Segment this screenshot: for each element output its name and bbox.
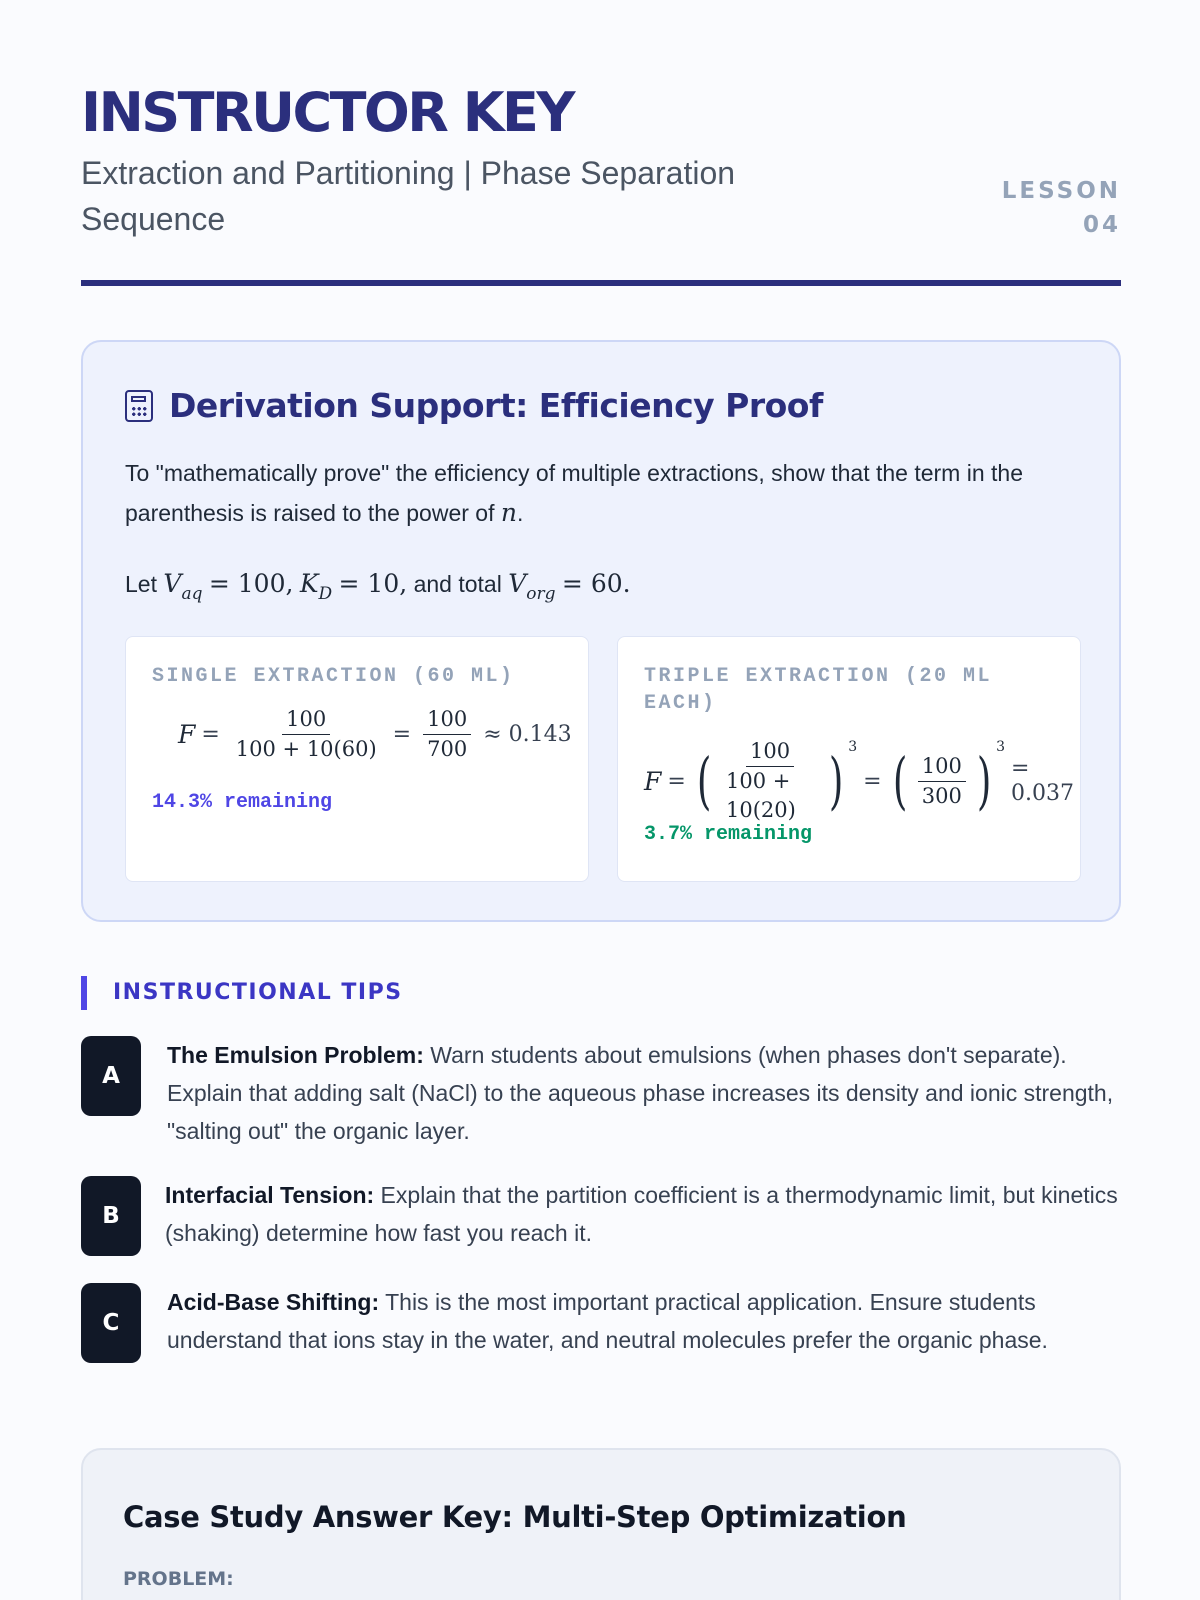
org-value: = 60. — [561, 569, 631, 598]
intro-end: . — [516, 500, 524, 526]
numerator: 100 — [282, 705, 330, 735]
let-middle: and total — [407, 571, 509, 597]
page-header — [81, 81, 1121, 238]
single-extraction-box — [125, 636, 589, 882]
org-subscript: org — [526, 584, 556, 604]
numerator: 100 — [423, 705, 471, 735]
tip-item — [81, 1283, 1121, 1401]
derivation-title: Derivation Support: Efficiency Proof — [169, 386, 823, 425]
page-title: INSTRUCTOR KEY — [81, 81, 574, 144]
calculator-icon — [125, 390, 153, 422]
triple-extraction-label: TRIPLE EXTRACTION (20 ML EACH) — [644, 665, 993, 715]
fraction — [232, 705, 381, 764]
exponent: 3 — [848, 739, 858, 755]
tip-title: Interfacial Tension: — [165, 1182, 375, 1208]
derivation-intro — [125, 454, 1085, 533]
lesson-badge — [1002, 174, 1121, 242]
v-symbol: V — [508, 569, 527, 598]
lesson-number: 04 — [1082, 212, 1121, 238]
exponent: 3 — [996, 739, 1006, 755]
equals-sign: = — [201, 722, 220, 747]
denominator: 700 — [427, 737, 468, 761]
triple-extraction-formula — [644, 737, 1080, 825]
f-symbol: F — [644, 766, 662, 796]
single-extraction-label: SINGLE EXTRACTION (60 ML) — [152, 665, 515, 688]
single-remaining: 14.3% remaining — [152, 791, 333, 814]
close-paren: ) — [828, 744, 844, 817]
tip-body: This is the most important practical application. Ensure students understand that ions stay in the water, and neutral molecules prefer the organic phase. — [167, 1289, 1048, 1353]
numerator: 100 — [746, 737, 794, 767]
header-divider — [81, 280, 1121, 286]
denominator: 100 + 10(20) — [726, 769, 796, 822]
triple-remaining: 3.7% remaining — [644, 823, 813, 846]
derivation-header — [125, 386, 823, 425]
tip-title: The Emulsion Problem: — [167, 1042, 424, 1068]
denominator: 100 + 10(60) — [235, 737, 377, 761]
open-paren: ( — [892, 744, 907, 817]
lesson-label: LESSON — [1001, 178, 1121, 204]
tip-item — [81, 1036, 1121, 1154]
intro-variable: n — [500, 498, 517, 527]
page-subtitle: Extraction and Partitioning | Phase Separation Sequence — [81, 155, 736, 237]
tip-body: Warn students about emulsions (when phases don't separate). Explain that adding salt (NaCl) to the aqueous phase increases its density and ionic strength, "salting out" the organic layer. — [167, 1042, 1114, 1144]
case-study-title: Case Study Answer Key: Multi-Step Optimization — [123, 1500, 907, 1534]
tip-text — [167, 1283, 1127, 1359]
f-symbol: F — [178, 720, 196, 749]
tip-text — [165, 1176, 1125, 1252]
problem-label: PROBLEM: — [123, 1568, 234, 1590]
fraction — [918, 752, 966, 811]
tip-letter-badge: A — [81, 1036, 141, 1116]
denominator: 300 — [921, 783, 962, 808]
single-extraction-formula — [178, 705, 578, 764]
tip-letter-badge: C — [81, 1283, 141, 1363]
derivation-card — [81, 340, 1121, 922]
aq-value: = 100, — [208, 569, 294, 598]
case-study-card — [81, 1448, 1121, 1600]
tips-heading: INSTRUCTIONAL TIPS — [81, 976, 403, 1010]
fraction — [423, 705, 471, 764]
tip-letter-badge: B — [81, 1176, 141, 1256]
tip-item — [81, 1176, 1121, 1256]
derivation-givens — [125, 564, 631, 614]
let-prefix: Let — [125, 571, 164, 597]
triple-extraction-box — [617, 636, 1081, 882]
v-symbol: V — [163, 569, 182, 598]
equals-sign: = — [863, 768, 882, 794]
intro-text: To "mathematically prove" the efficiency of multiple extractions, show that the term in the parenthesis is raised to the power of — [125, 460, 1023, 526]
tip-body: Explain that the partition coefficient is a thermodynamic limit, but kinetics (shaking) determine how fast you reach it. — [165, 1182, 1118, 1246]
tip-text — [167, 1036, 1127, 1150]
equals-sign: = — [392, 722, 412, 747]
fraction — [722, 737, 818, 825]
k-symbol: K — [299, 569, 319, 598]
aq-subscript: aq — [181, 584, 203, 604]
numerator: 100 — [918, 752, 966, 782]
open-paren: ( — [696, 744, 712, 817]
approx-result: ≈ 0.143 — [483, 722, 572, 747]
d-subscript: D — [318, 584, 333, 604]
tip-title: Acid-Base Shifting: — [167, 1289, 380, 1315]
triple-result: = 0.037 — [1011, 756, 1074, 806]
k-value: = 10, — [338, 569, 408, 598]
equals-sign: = — [667, 768, 686, 794]
close-paren: ) — [976, 744, 992, 817]
